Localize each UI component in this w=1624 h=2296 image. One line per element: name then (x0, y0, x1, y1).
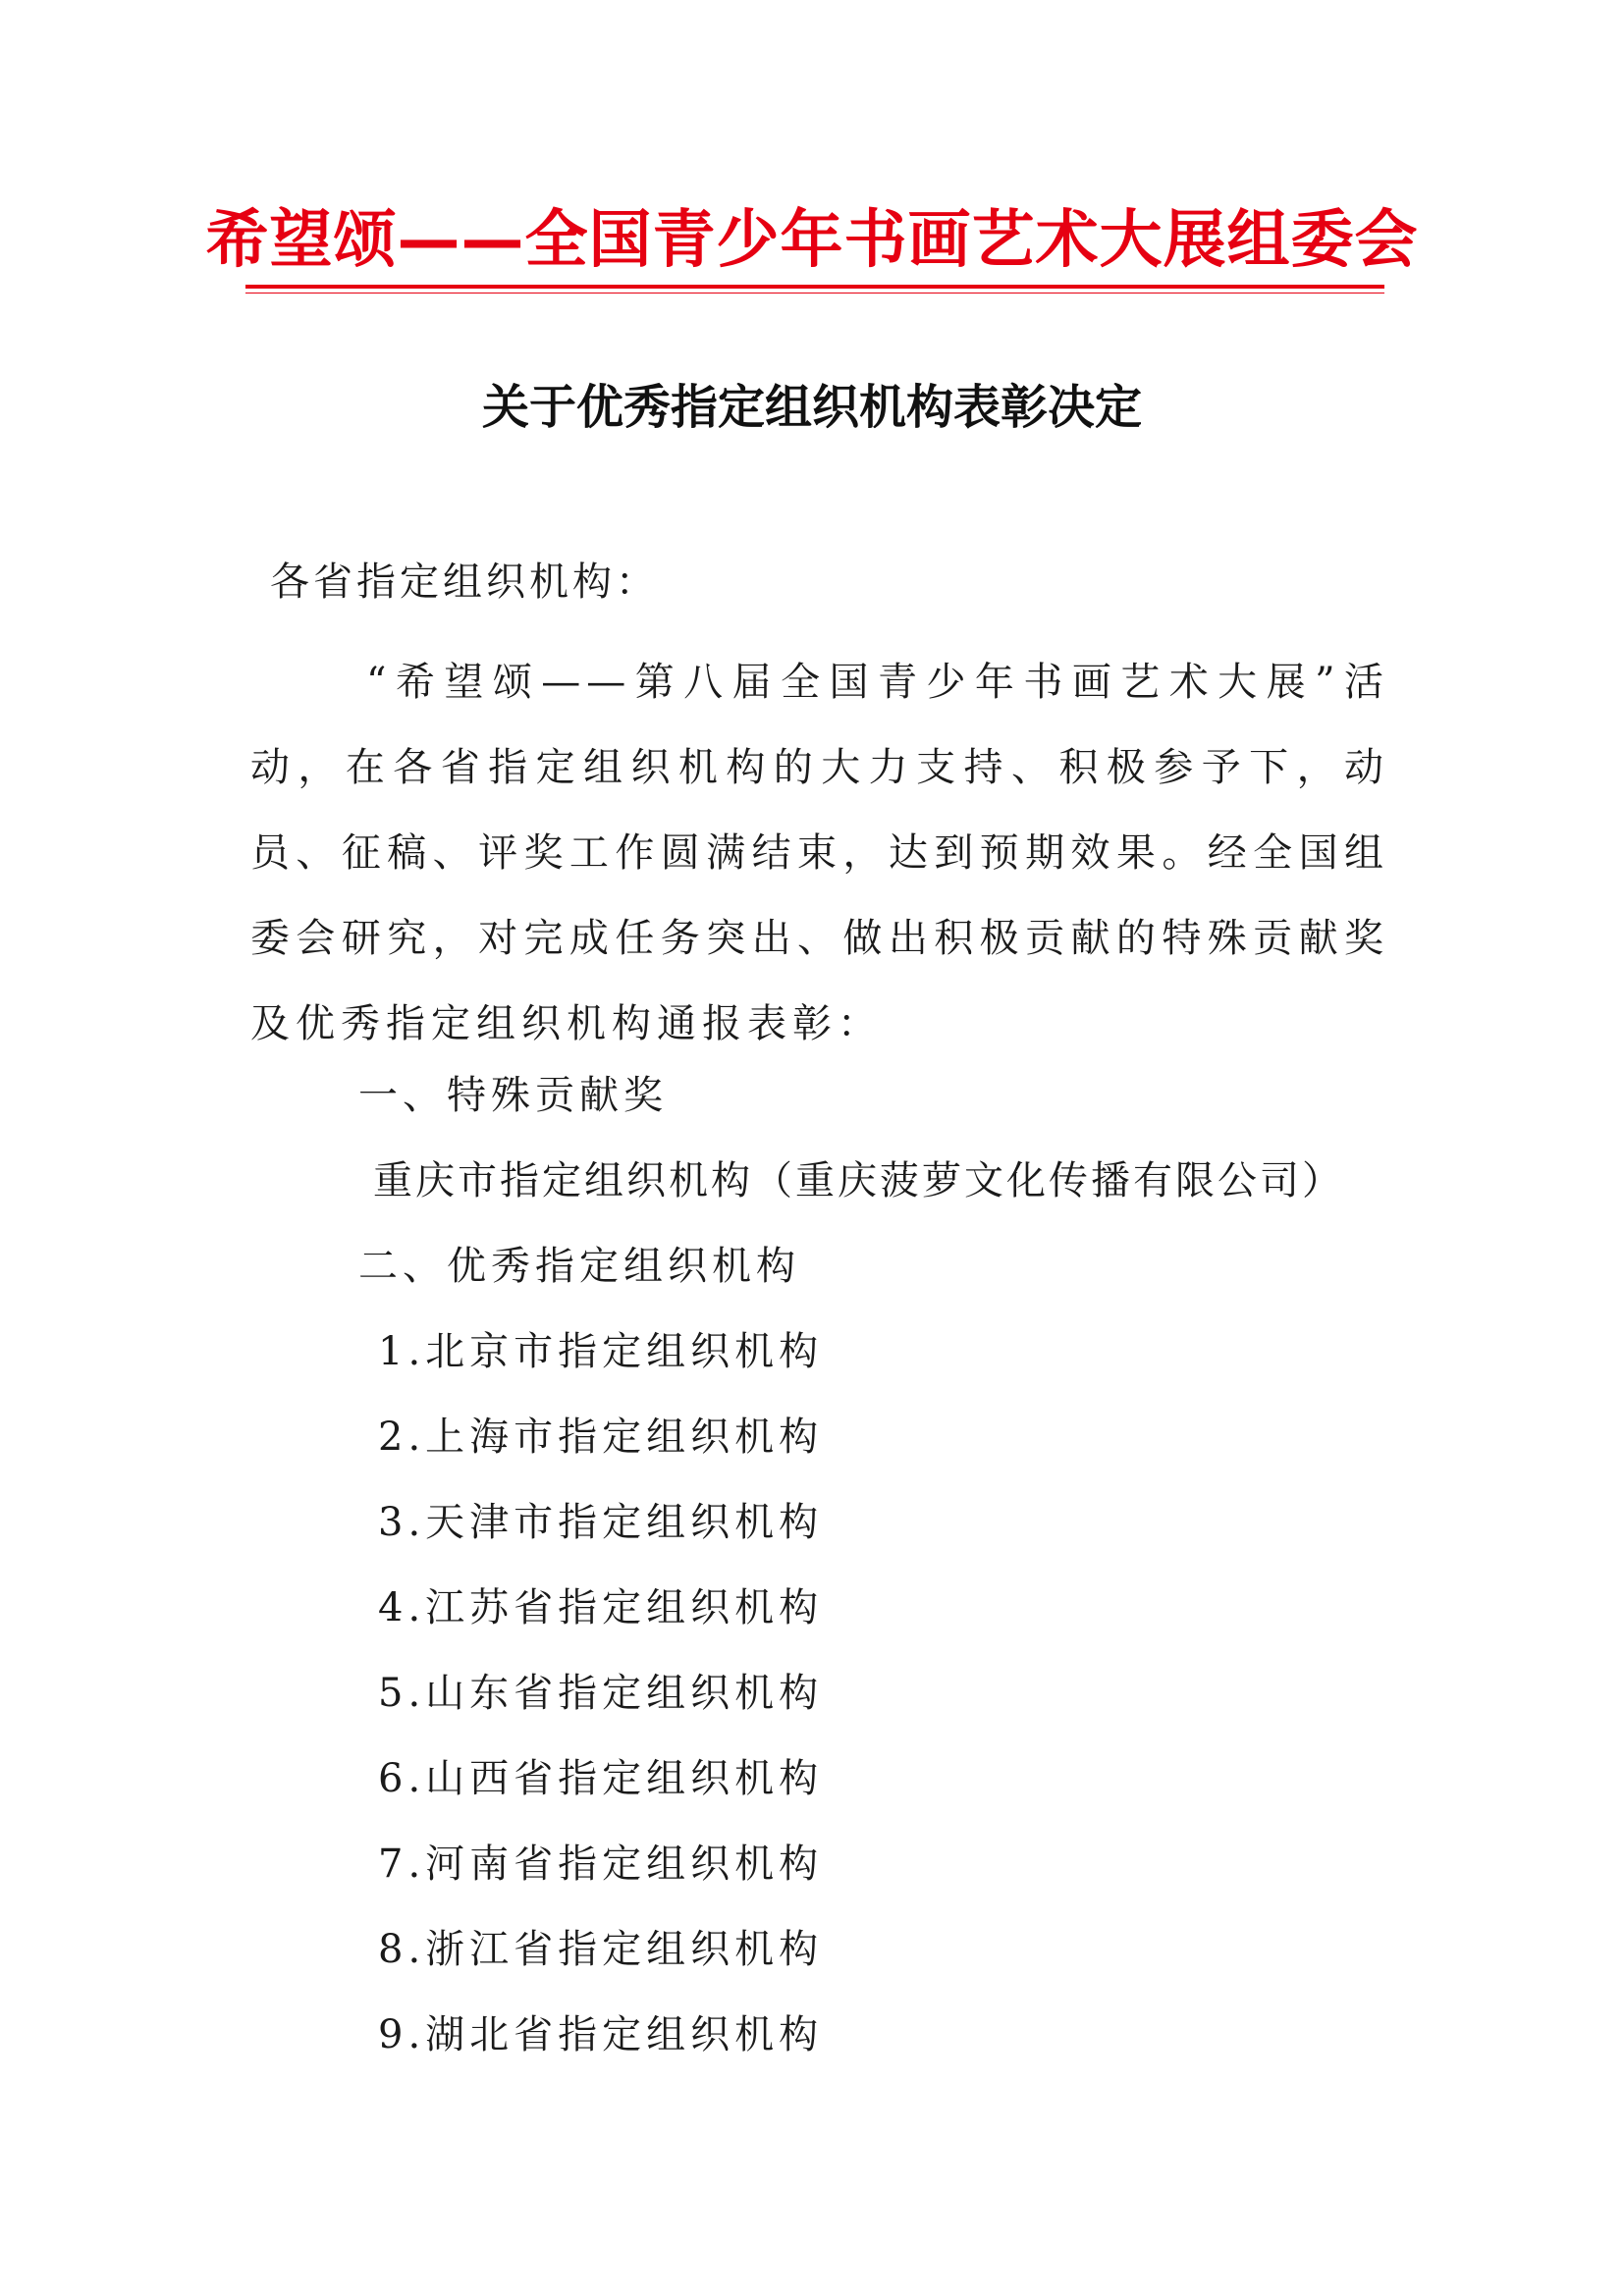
list-item: 9.湖北省指定组织机构 (378, 2012, 824, 2057)
section-heading-special-contribution: 一、特殊贡献奖 (358, 1073, 668, 1118)
excellent-organizations-list (378, 1324, 823, 2093)
document-title: 关于优秀指定组织机构表彰决定 (481, 380, 1142, 435)
special-contribution-awardee: 重庆市指定组织机构（重庆菠萝文化传播有限公司） (373, 1158, 1344, 1203)
list-item: 4.江苏省指定组织机构 (378, 1585, 824, 1630)
list-item: 2.上海市指定组织机构 (378, 1415, 824, 1460)
organization-header: 希望颂——全国青少年书画艺术大展组委会 (205, 204, 1419, 277)
body-paragraph: “希望颂——第八届全国青少年书画艺术大展”活动，在各省指定组织机构的大力支持、积极参予下，动员、征稿、评奖工作圆满结束，达到预期效果。经全国组委会研究，对完成任务突出、做出积极贡献的特殊贡献奖及优秀指定组织机构通报表彰： (250, 660, 1389, 1046)
list-item: 1.北京市指定组织机构 (378, 1329, 824, 1374)
list-item: 7.河南省指定组织机构 (378, 1842, 824, 1887)
list-item: 8.浙江省指定组织机构 (378, 1927, 824, 1972)
header-rule-thick (245, 285, 1384, 289)
list-item: 6.山西省指定组织机构 (378, 1756, 824, 1801)
header-rule-thin (245, 293, 1384, 294)
section-heading-excellent-organizations: 二、优秀指定组织机构 (358, 1244, 800, 1289)
salutation: 各省指定组织机构： (270, 560, 659, 605)
list-item: 5.山东省指定组织机构 (378, 1671, 824, 1716)
list-item: 3.天津市指定组织机构 (378, 1500, 824, 1545)
